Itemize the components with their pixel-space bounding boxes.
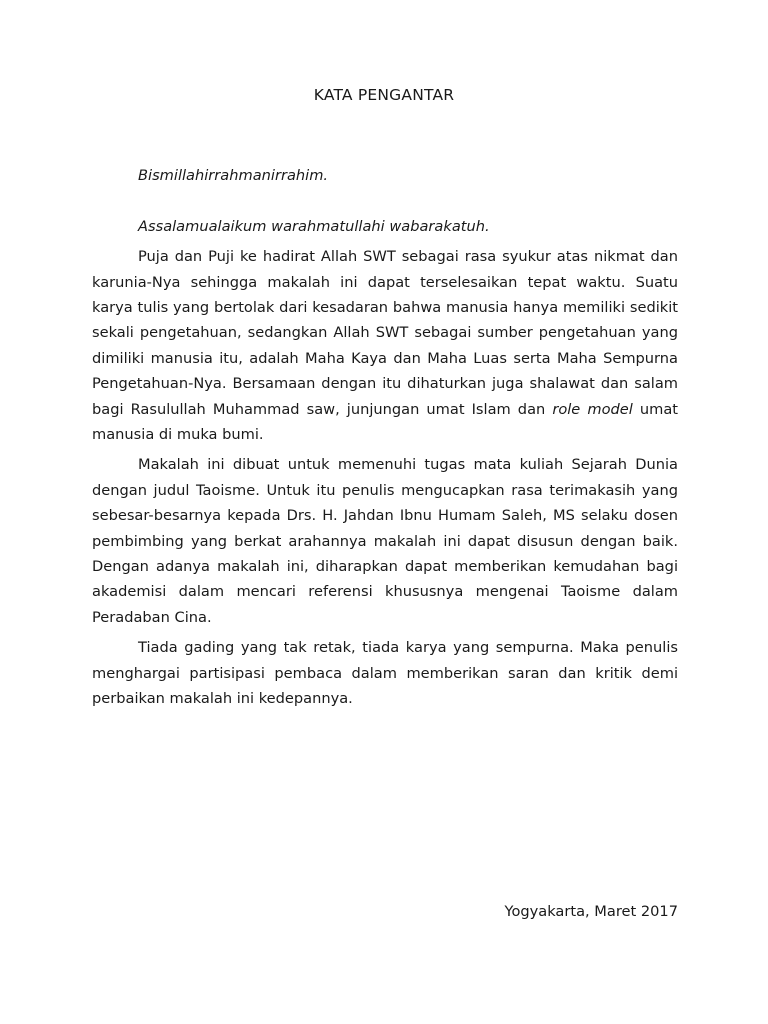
place-and-date: Yogyakarta, Maret 2017 xyxy=(504,903,678,920)
page-title: KATA PENGANTAR xyxy=(313,86,455,104)
opening-basmalah: Bismillahirrahmanirrahim. xyxy=(138,167,329,184)
opening-salam: Assalamualaikum warahmatullahi wabarakatuh. xyxy=(138,217,490,235)
paragraph-3: Tiada gading yang tak retak, tiada karya yang sempurna. Maka penulis menghargai partisipasi pembaca dalam memberikan saran dan kritik demi perbaikan makalah ini kedepannya. xyxy=(92,639,678,708)
paragraph-1-text-end: umat manusia di muka bumi. xyxy=(92,400,678,444)
paragraph-1 xyxy=(92,244,678,447)
paragraph-1-text: Puja dan Puji ke hadirat Allah SWT sebagai rasa syukur atas nikmat dan karunia-Nya sehingga makalah ini dapat terselesaikan tepat waktu. Suatu karya tulis yang bertolak dari kesadaran bahwa manusia hanya memiliki sedikit sekali pengetahuan, sedangkan Allah SWT sebagai sumber pengetahuan yang dimiliki manusia itu, adalah Maha Kaya dan Maha Luas serta Maha Sempurna Pengetahuan-Nya. Bersamaan dengan itu dihaturkan juga shalawat dan salam bagi Rasulullah Muhammad saw, junjungan umat Islam dan xyxy=(92,248,678,418)
paragraph-1-emphasis: role model xyxy=(552,400,633,418)
paragraph-2: Makalah ini dibuat untuk memenuhi tugas mata kuliah Sejarah Dunia dengan judul Taoisme. Untuk itu penulis mengucapkan rasa terimakasih yang sebesar-besarnya kepada Drs. H. Jahdan Ibnu Humam Saleh, MS selaku dosen pembimbing yang berkat arahannya makalah ini dapat disusun dengan baik. Dengan adanya makalah ini, diharapkan dapat memberikan kemudahan bagi akademisi dalam mencari referensi khususnya mengenai Taoisme dalam Peradaban Cina. xyxy=(92,456,678,626)
document-body xyxy=(92,163,678,712)
